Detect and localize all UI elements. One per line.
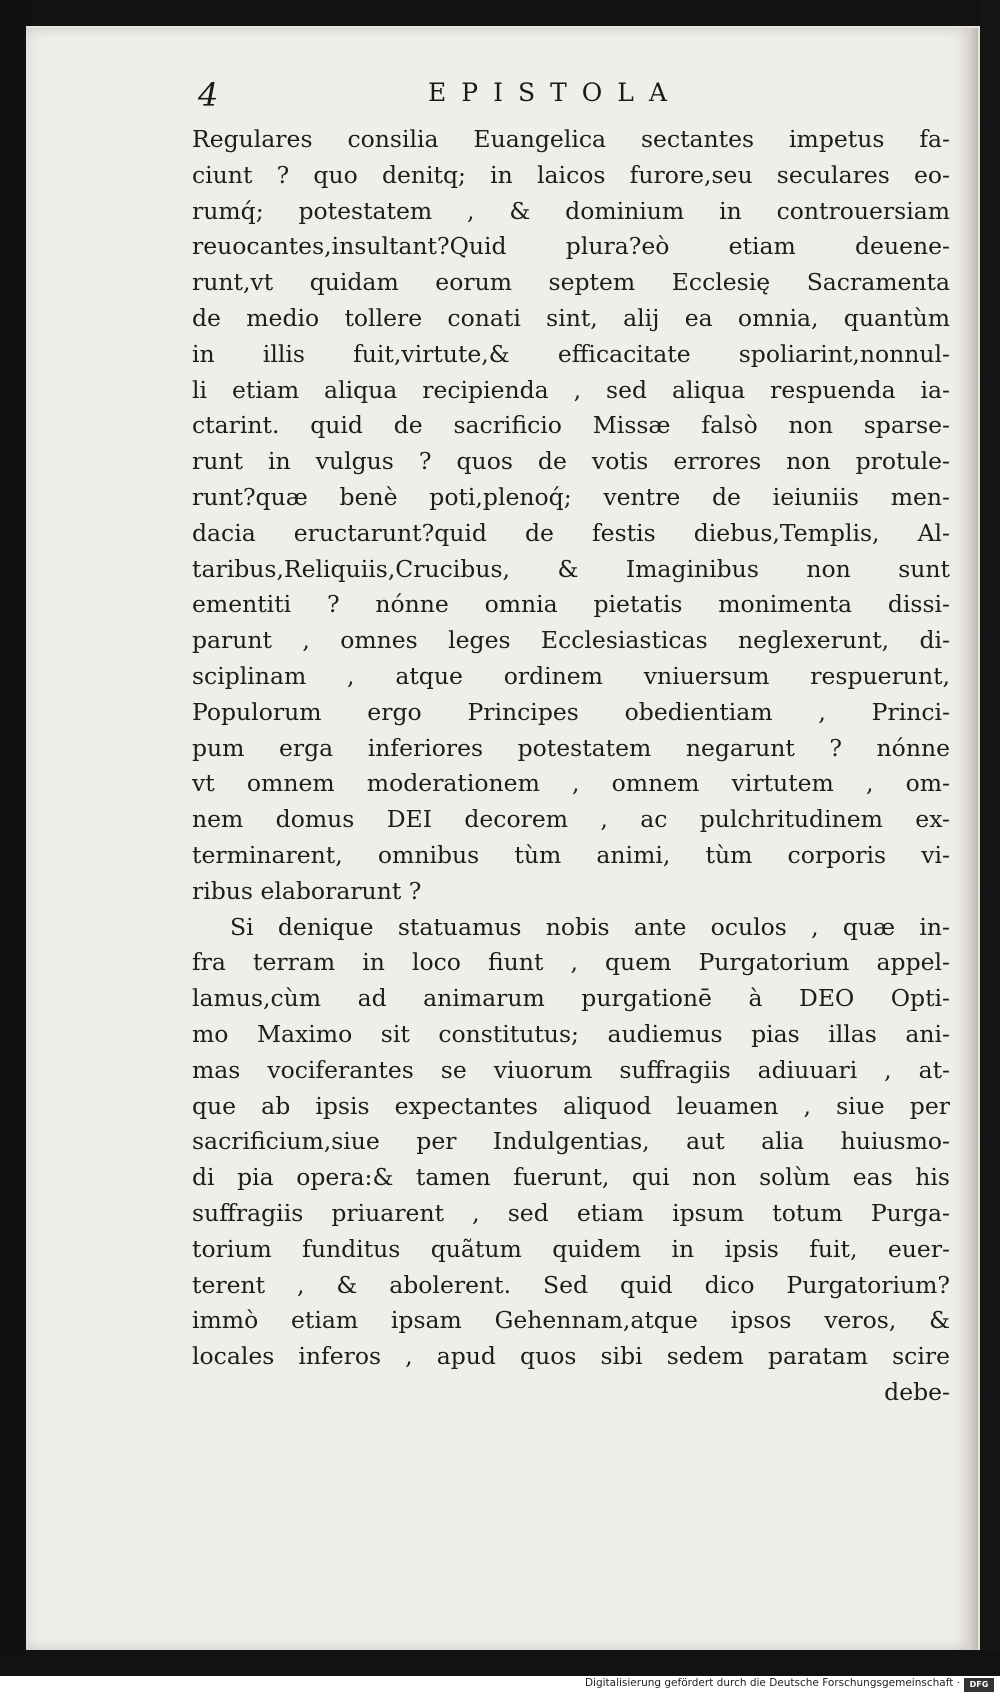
text-line: immò etiam ipsam Gehennam,atque ipsos veros, & xyxy=(192,1306,950,1335)
scan-border-top xyxy=(0,0,1000,26)
text-line: in illis fuit,virtute,& efficacitate spoliarint,nonnul- xyxy=(192,339,950,368)
text-line: suffragiis priuarent , sed etiam ipsum totum Purga- xyxy=(192,1198,950,1227)
text-line: mo Maximo sit constitutus; audiemus pias illas ani- xyxy=(192,1019,950,1048)
scan-border-left xyxy=(0,0,26,1694)
text-line: terminarent, omnibus tùm animi, tùm corporis vi- xyxy=(192,840,950,869)
text-line: taribus,Reliquiis,Crucibus, & Imaginibus non sunt xyxy=(192,554,950,583)
text-line: runt,vt quidam eorum septem Ecclesię Sacramenta xyxy=(192,268,950,297)
scan-border-bottom xyxy=(0,1650,1000,1676)
text-line: vt omnem moderationem , omnem virtutem , om- xyxy=(192,769,950,798)
text-line: de medio tollere conati sint, alij ea omnia, quantùm xyxy=(192,303,950,332)
text-line: que ab ipsis expectantes aliquod leuamen , siue per xyxy=(192,1091,950,1120)
text-line: pum erga inferiores potestatem negarunt ? nónne xyxy=(192,733,950,762)
text-line: ctarint. quid de sacrificio Missæ falsò non sparse- xyxy=(192,411,950,440)
text-line: sacrificium,siue per Indulgentias, aut alia huiusmo- xyxy=(192,1127,950,1156)
text-line: fra terram in loco fiunt , quem Purgatorium appel- xyxy=(192,948,950,977)
text-line: torium funditus quãtum quidem in ipsis fuit, euer- xyxy=(192,1234,950,1263)
text-line: ciunt ? quo denitq; in laicos furore,seu seculares eo- xyxy=(192,160,950,189)
text-line: terent , & abolerent. Sed quid dico Purgatorium? xyxy=(192,1270,950,1299)
body-text xyxy=(192,122,950,1411)
text-line: di pia opera:& tamen fuerunt, qui non solùm eas his xyxy=(192,1163,950,1192)
running-title: EPISTOLA xyxy=(428,78,682,107)
text-line: Regulares consilia Euangelica sectantes impetus fa- xyxy=(192,125,950,153)
text-line: parunt , omnes leges Ecclesiasticas neglexerunt, di- xyxy=(192,626,950,655)
scan-border-right xyxy=(980,0,1000,1694)
text-line: ribus elaborarunt ? xyxy=(192,876,422,905)
text-line: runt in vulgus ? quos de votis errores non protule- xyxy=(192,447,950,476)
text-line: dacia eructarunt?quid de festis diebus,Templis, Al- xyxy=(192,518,950,547)
text-line: lamus,cùm ad animarum purgationē à DEO Opti- xyxy=(192,984,950,1013)
text-line: rumq́; potestatem , & dominium in controuersiam xyxy=(192,196,950,225)
text-line: runt?quæ benè poti,plenoq́; ventre de ieiuniis men- xyxy=(192,482,950,511)
text-line: sciplinam , atque ordinem vniuersum respuerunt, xyxy=(192,661,950,690)
page-number: 4 xyxy=(198,76,219,114)
text-line: reuocantes,insultant?Quid plura?eò etiam deuene- xyxy=(192,232,950,261)
dfg-logo: DFG xyxy=(964,1678,994,1692)
funding-credit: Digitalisierung gefördert durch die Deutsche Forschungsgemeinschaft · xyxy=(584,1677,960,1689)
text-line: ementiti ? nónne omnia pietatis monimenta dissi- xyxy=(192,590,950,619)
text-line: Si denique statuamus nobis ante oculos , quæ in- xyxy=(230,912,950,941)
text-line: mas vociferantes se viuorum suffragiis adiuuari , at- xyxy=(192,1055,950,1084)
page-edge xyxy=(968,28,978,1650)
text-line: li etiam aliqua recipienda , sed aliqua respuenda ia- xyxy=(192,375,950,404)
page-header xyxy=(192,74,952,124)
text-line: Populorum ergo Principes obedientiam , Princi- xyxy=(192,697,950,726)
text-line: locales inferos , apud quos sibi sedem paratam scire xyxy=(192,1342,950,1371)
text-line: nem domus DEI decorem , ac pulchritudinem ex- xyxy=(192,805,950,834)
catchword: debe- xyxy=(884,1377,950,1406)
